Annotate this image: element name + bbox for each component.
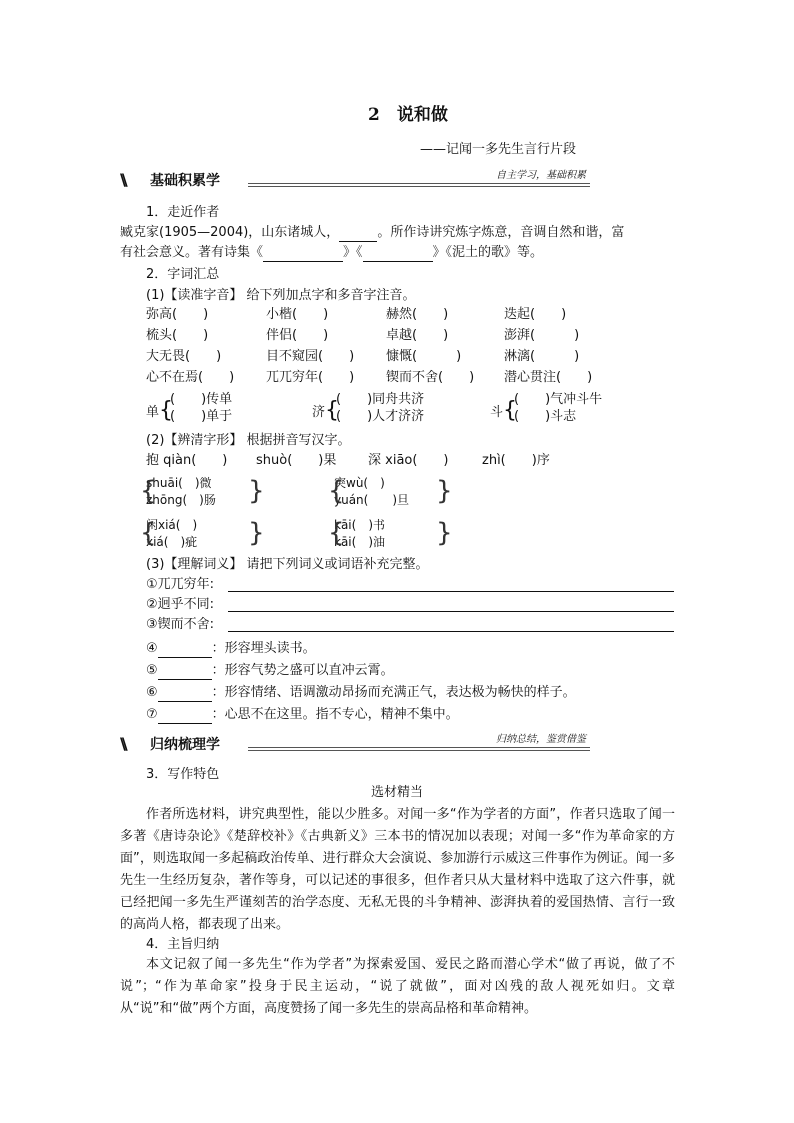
q1-text: 》《泥土的歌》等。 [432, 245, 544, 260]
pron-item: 迭起( ) [504, 307, 567, 322]
brace-icon: { [159, 398, 173, 423]
shape-item: 深 xiāo( ) [368, 453, 449, 468]
poly-item: ( )同舟共济 [336, 392, 425, 407]
q1-line1 [120, 224, 624, 242]
shape-pair-top: 突wù( ) [334, 476, 385, 490]
q1-title: 1．走近作者 [146, 205, 220, 220]
shape-pair-top: kāi( )书 [334, 518, 386, 532]
q1-text: 。所作诗讲究炼字炼意，音调自然和谐，富 [377, 225, 625, 240]
brace-icon: { [328, 476, 345, 506]
p1-title: (1)【读准字音】 给下列加点字和多音字注音。 [146, 288, 416, 303]
brace-icon: } [436, 518, 453, 548]
q1-text: 有社会意义。著有诗集《 [120, 245, 264, 260]
pron-item: 弥高( ) [146, 307, 209, 322]
shape-item: zhì( )序 [482, 453, 550, 468]
shape-pair-bottom: kāi( )油 [334, 535, 386, 549]
fill-definition: ：形容气势之盛可以直冲云霄。 [211, 663, 394, 678]
page-subtitle: ——记闻一多先生言行片段 [420, 142, 577, 157]
blank[interactable] [158, 643, 212, 658]
shape-pair-top: 闲xiá( ) [146, 518, 198, 532]
section-banner-summary [120, 730, 590, 756]
pron-item: 澎湃( ) [504, 328, 580, 343]
section-title: 基础积累学 [150, 173, 220, 189]
slash-icon: \\ [120, 734, 124, 753]
q1-text: 》《 [343, 245, 363, 260]
q2-title: 2．字词汇总 [146, 267, 220, 282]
fill-definition: ：心思不在这里。指不专心，精神不集中。 [211, 707, 459, 722]
poly-item: ( )传单 [170, 392, 233, 407]
divider [248, 747, 590, 751]
blank[interactable] [363, 247, 433, 262]
brace-icon: } [436, 476, 453, 506]
q3-paragraph: 作者所选材料，讲究典型性，能以少胜多。对闻一多“作为学者的方面”，作者只选取了闻一多著《唐诗杂论》《楚辞校补》《古典新义》三本书的情况加以表现；对闻一多“作为革命家的方面”，则选取闻一多起稿政治传单、进行群众大会演说、参加游行示威这三件事作为例证。闻一多先生一生经历复杂，著作等身，可以记述的事很多，但作者只从大量材料中选取了这六件事，就已经把闻一多先生严谨刻苦的治学态度、无私无畏的斗争精神、澎湃执着的爱国热情、言行一致的高尚人格，都表现了出来。 [120, 807, 675, 932]
meaning-label: ③锲而不舍: [146, 617, 215, 632]
poly-item: ( )单于 [170, 409, 233, 424]
answer-line[interactable] [228, 591, 674, 592]
divider [248, 183, 590, 187]
pron-item: 大无畏( ) [146, 349, 222, 364]
section-tag: 归纳总结，鉴赏借鉴 [494, 730, 588, 745]
pron-item: 兀兀穷年( ) [266, 370, 355, 385]
blank[interactable] [158, 687, 212, 702]
q1-text: 臧克家(1905—2004)，山东诸城人， [120, 225, 340, 240]
poly-char: 单 [146, 405, 160, 420]
blank[interactable] [339, 227, 377, 242]
brace-icon: { [140, 518, 157, 548]
shape-item: 抱 qiàn( ) [146, 453, 228, 468]
pron-item: 心不在焉( ) [146, 370, 235, 385]
q1-line2 [120, 244, 543, 262]
slash-icon: \\ [120, 170, 124, 189]
brace-icon: { [325, 398, 339, 423]
pron-item: 卓越( ) [386, 328, 449, 343]
q3-title: 3．写作特色 [146, 767, 220, 782]
pron-item: 淋漓( ) [504, 349, 580, 364]
shape-item: shuò( )果 [256, 453, 337, 468]
poly-item: ( )气冲斗牛 [514, 392, 603, 407]
poly-char: 斗 [490, 405, 504, 420]
pron-item: 潜心贯注( ) [504, 370, 593, 385]
poly-char: 济 [312, 405, 326, 420]
section-title: 归纳梳理学 [150, 737, 220, 753]
meaning-label: ②迥乎不同: [146, 597, 215, 612]
blank[interactable] [158, 665, 212, 680]
blank[interactable] [263, 247, 343, 262]
fill-number: ⑤ [146, 663, 158, 678]
shape-pair-bottom: zhōng( )肠 [146, 493, 216, 507]
fill-number: ⑦ [146, 707, 158, 722]
shape-pair-bottom: xiá( )疵 [146, 535, 198, 549]
fill-row [146, 662, 394, 680]
brace-icon: { [140, 476, 157, 506]
answer-line[interactable] [228, 631, 674, 632]
shape-pair-bottom: yuán( )旦 [334, 493, 410, 507]
pron-item: 慷慨( ) [386, 349, 462, 364]
pron-item: 伴侣( ) [266, 328, 329, 343]
section-banner-basic [120, 166, 590, 192]
answer-line[interactable] [228, 611, 674, 612]
p3-title: (3)【理解词义】 请把下列词义或词语补充完整。 [146, 557, 429, 572]
p2-title: (2)【辨清字形】 根据拼音写汉字。 [146, 433, 351, 448]
pron-item: 锲而不舍( ) [386, 370, 475, 385]
fill-number: ④ [146, 641, 158, 656]
brace-icon: } [248, 476, 265, 506]
fill-row [146, 684, 576, 702]
fill-definition: ：形容埋头读书。 [211, 641, 316, 656]
q4-title: 4．主旨归纳 [146, 937, 220, 952]
q3-subtitle: 选材精当 [370, 785, 423, 800]
pron-item: 赫然( ) [386, 307, 449, 322]
q4-paragraph: 本文记叙了闻一多先生“作为学者”为探索爱国、爱民之路而潜心学术“做了再说，做了不说”；“作为革命家”投身于民主运动，“说了就做”，面对凶残的敌人视死如归。文章从“说”和“做”两个方面，高度赞扬了闻一多先生的崇高品格和革命精神。 [120, 957, 675, 1016]
brace-icon: } [248, 518, 265, 548]
pron-item: 小楷( ) [266, 307, 329, 322]
blank[interactable] [158, 709, 212, 724]
section-tag: 自主学习，基础积累 [494, 166, 588, 181]
pron-item: 目不窥园( ) [266, 349, 355, 364]
pron-item: 梳头( ) [146, 328, 209, 343]
meaning-label: ①兀兀穷年: [146, 577, 215, 592]
poly-item: ( )人才济济 [336, 409, 425, 424]
brace-icon: { [328, 518, 345, 548]
poly-item: ( )斗志 [514, 409, 577, 424]
fill-number: ⑥ [146, 685, 158, 700]
shape-pair-top: shuāi( )微 [146, 476, 212, 490]
brace-icon: { [503, 398, 517, 423]
fill-definition: ：形容情绪、语调激动昂扬而充满正气，表达极为畅快的样子。 [211, 685, 576, 700]
page-title: 2 说和做 [368, 105, 448, 125]
fill-row [146, 640, 316, 658]
fill-row [146, 706, 459, 724]
